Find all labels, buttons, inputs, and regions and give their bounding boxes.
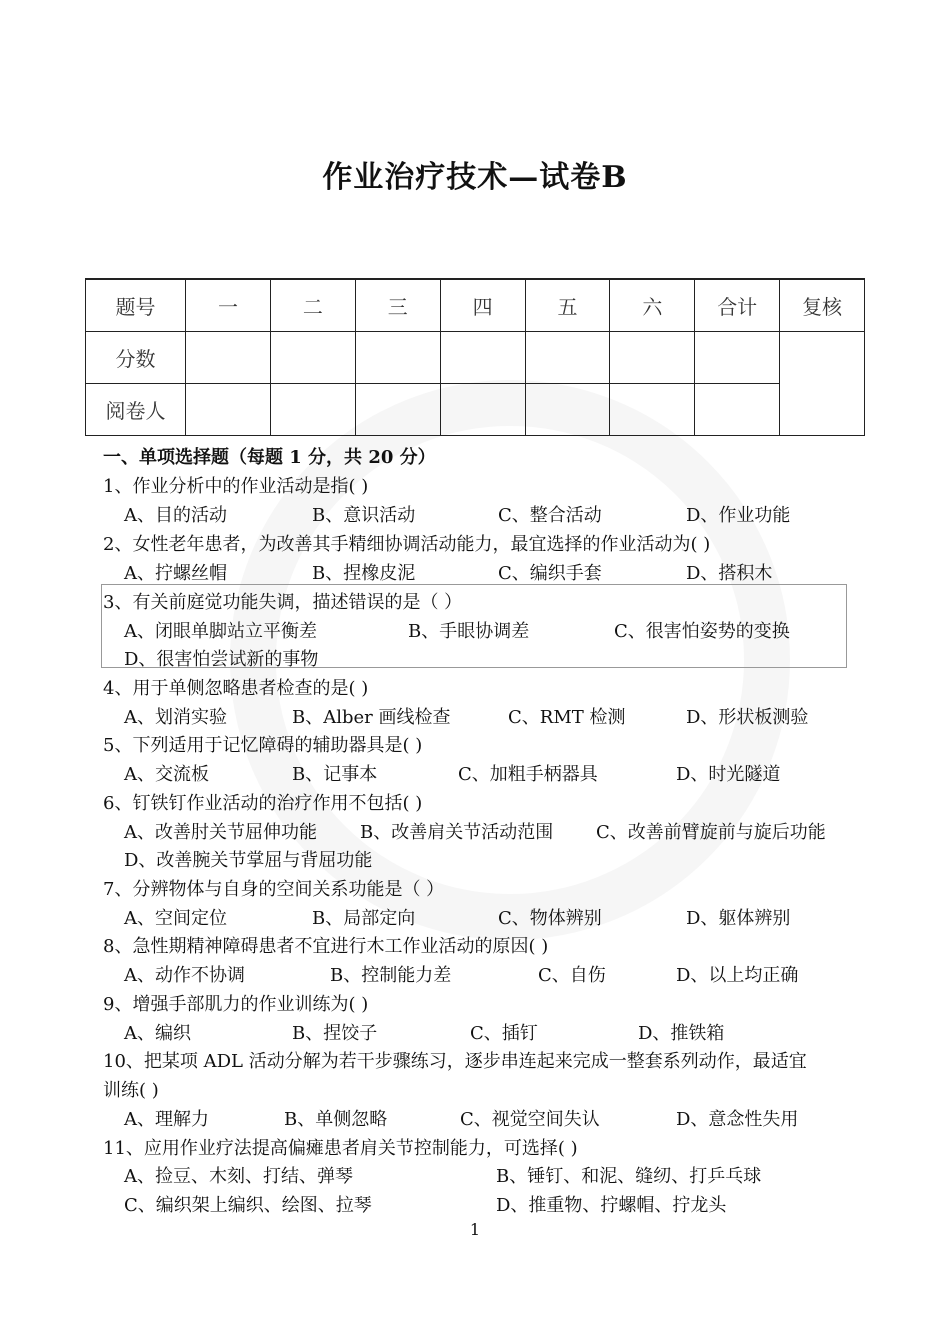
header-cell: 合计 xyxy=(695,279,780,332)
option: D、推铁箱 xyxy=(638,1023,725,1044)
question-stem: 6、钉铁钉作业活动的治疗作用不包括( ) xyxy=(103,793,423,814)
option: C、物体辨别 xyxy=(498,908,602,929)
option: C、加粗手柄器具 xyxy=(458,764,598,785)
header-cell: 复核 xyxy=(780,279,865,332)
option: C、插钉 xyxy=(470,1023,538,1044)
grader-cell xyxy=(270,384,355,436)
option: C、RMT 检测 xyxy=(508,707,626,728)
page-number: 1 xyxy=(469,1220,481,1239)
option: A、目的活动 xyxy=(124,505,227,526)
question-stem: 1、作业分析中的作业活动是指( ) xyxy=(103,476,369,497)
option: D、以上均正确 xyxy=(676,965,799,986)
option: B、捏饺子 xyxy=(292,1023,378,1044)
score-cell xyxy=(525,332,610,384)
question-stem: 7、分辨物体与自身的空间关系功能是（ ） xyxy=(103,879,445,900)
option: A、空间定位 xyxy=(124,908,227,929)
row-label: 阅卷人 xyxy=(86,384,186,436)
option: C、编织手套 xyxy=(498,563,602,584)
option: A、捡豆、木刻、打结、弹琴 xyxy=(124,1166,353,1187)
grader-cell xyxy=(695,384,780,436)
option: B、改善肩关节活动范围 xyxy=(360,822,554,843)
question-stem: 5、下列适用于记忆障碍的辅助器具是( ) xyxy=(103,735,423,756)
option: D、作业功能 xyxy=(686,505,791,526)
option: D、形状板测验 xyxy=(686,707,809,728)
option: C、整合活动 xyxy=(498,505,602,526)
option: A、动作不协调 xyxy=(124,965,245,986)
option: A、闭眼单脚站立平衡差 xyxy=(124,621,317,642)
row-label: 分数 xyxy=(86,332,186,384)
option: B、意识活动 xyxy=(312,505,416,526)
option: A、拧螺丝帽 xyxy=(124,563,227,584)
option: A、改善肘关节屈伸功能 xyxy=(124,822,317,843)
option: A、划消实验 xyxy=(124,707,227,728)
option: C、改善前臂旋前与旋后功能 xyxy=(596,822,826,843)
header-cell: 五 xyxy=(525,279,610,332)
header-cell: 三 xyxy=(355,279,440,332)
review-cell xyxy=(780,332,865,436)
question-stem: 3、有关前庭觉功能失调，描述错误的是（ ） xyxy=(103,592,463,613)
question-stem: 10、把某项 ADL 活动分解为若干步骤练习，逐步串连起来完成一整套系列动作，最适宜 xyxy=(103,1051,807,1072)
question-stem: 2、女性老年患者，为改善其手精细协调活动能力，最宜选择的作业活动为( ) xyxy=(103,534,711,555)
grader-cell xyxy=(355,384,440,436)
header-cell: 四 xyxy=(440,279,525,332)
option: D、时光隧道 xyxy=(676,764,781,785)
grader-cell xyxy=(186,384,271,436)
option: B、记事本 xyxy=(292,764,378,785)
option: B、局部定向 xyxy=(312,908,416,929)
option: C、视觉空间失认 xyxy=(460,1109,600,1130)
option: D、躯体辨别 xyxy=(686,908,791,929)
section-heading: 一、单项选择题（每题 1 分，共 20 分） xyxy=(103,447,436,468)
question-stem: 8、急性期精神障碍患者不宜进行木工作业活动的原因( ) xyxy=(103,936,549,957)
header-cell: 一 xyxy=(186,279,271,332)
option: D、意念性失用 xyxy=(676,1109,799,1130)
score-cell xyxy=(186,332,271,384)
question-stem: 4、用于单侧忽略患者检查的是( ) xyxy=(103,678,369,699)
question-stem: 11、应用作业疗法提高偏瘫患者肩关节控制能力，可选择( ) xyxy=(103,1138,578,1159)
grader-cell xyxy=(610,384,695,436)
score-table xyxy=(85,278,865,436)
question-stem: 9、增强手部肌力的作业训练为( ) xyxy=(103,994,369,1015)
option: C、自伤 xyxy=(538,965,606,986)
option: B、捏橡皮泥 xyxy=(312,563,416,584)
option: A、交流板 xyxy=(124,764,209,785)
option: B、控制能力差 xyxy=(330,965,452,986)
score-table-header-row xyxy=(86,279,865,332)
option: D、很害怕尝试新的事物 xyxy=(124,649,319,670)
option: C、很害怕姿势的变换 xyxy=(614,621,790,642)
option: B、单侧忽略 xyxy=(284,1109,388,1130)
exam-title: 作业治疗技术—试卷B xyxy=(322,160,628,195)
score-cell xyxy=(440,332,525,384)
score-cell xyxy=(355,332,440,384)
header-cell: 二 xyxy=(270,279,355,332)
grader-cell xyxy=(525,384,610,436)
option: A、编织 xyxy=(124,1023,191,1044)
score-row xyxy=(86,332,865,384)
option: A、理解力 xyxy=(124,1109,209,1130)
grader-row xyxy=(86,384,865,436)
option: C、编织架上编织、绘图、拉琴 xyxy=(124,1195,372,1216)
option: B、锤钉、和泥、缝纫、打乒乓球 xyxy=(496,1166,762,1187)
grader-cell xyxy=(440,384,525,436)
option: B、手眼协调差 xyxy=(408,621,530,642)
option: D、搭积木 xyxy=(686,563,773,584)
header-cell: 题号 xyxy=(86,279,186,332)
score-cell xyxy=(610,332,695,384)
header-cell: 六 xyxy=(610,279,695,332)
option: D、改善腕关节掌屈与背屈功能 xyxy=(124,850,373,871)
option: B、Alber 画线检查 xyxy=(292,707,451,728)
score-cell xyxy=(270,332,355,384)
option: D、推重物、拧螺帽、拧龙头 xyxy=(496,1195,727,1216)
score-cell xyxy=(695,332,780,384)
question-stem-continued: 训练( ) xyxy=(103,1080,159,1101)
